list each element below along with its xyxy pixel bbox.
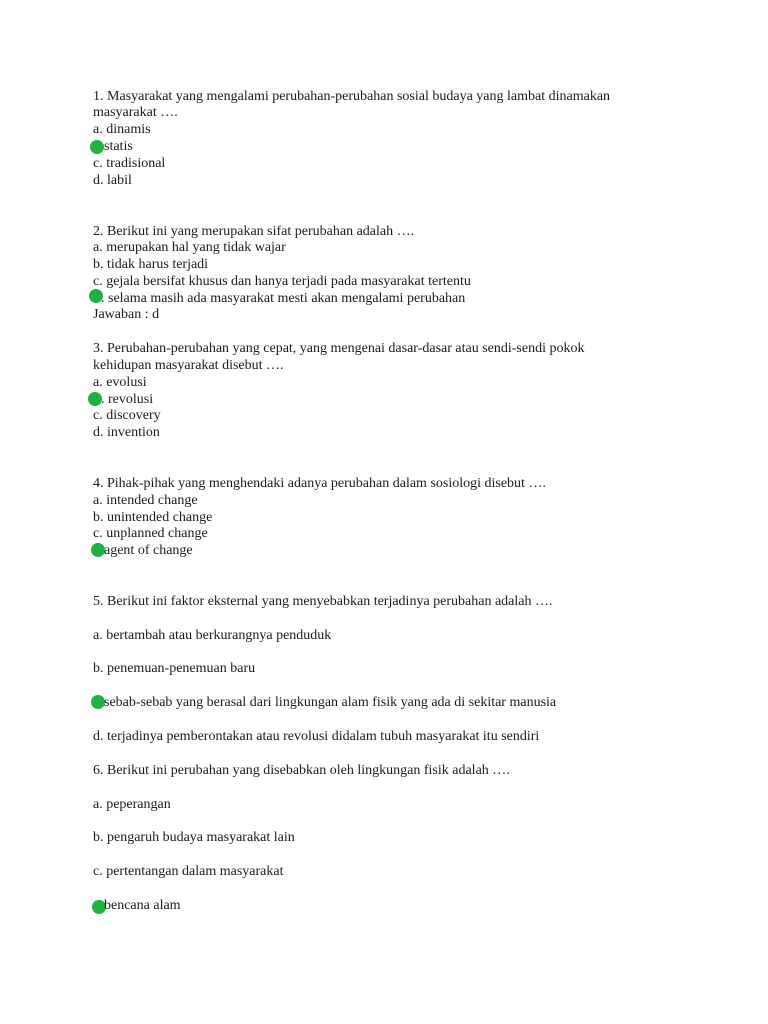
question-3-option-c: c. discovery	[93, 408, 161, 423]
question-5-text: 5. Berikut ini faktor eksternal yang menyebabkan terjadinya perubahan adalah ….	[93, 594, 553, 609]
question-6-option-d: bencana alam	[104, 898, 181, 913]
question-3-text-cont: kehidupan masyarakat disebut ….	[93, 358, 284, 373]
question-6-text: 6. Berikut ini perubahan yang disebabkan oleh lingkungan fisik adalah ….	[93, 763, 510, 778]
question-1-option-d: d. labil	[93, 173, 132, 188]
question-1-option-c: c. tradisional	[93, 156, 166, 171]
question-2-answer: Jawaban : d	[93, 307, 160, 322]
question-5-option-b: b. penemuan-penemuan baru	[93, 661, 256, 676]
question-2-option-d: . selama masih ada masyarakat mesti akan mengalami perubahan	[101, 291, 466, 306]
question-2-option-c: c. gejala bersifat khusus dan hanya terjadi pada masyarakat tertentu	[93, 274, 471, 289]
question-4-option-d: agent of change	[104, 543, 193, 558]
question-1-option-b: statis	[104, 139, 133, 154]
question-4-text: 4. Pihak-pihak yang menghendaki adanya perubahan dalam sosiologi disebut ….	[93, 476, 546, 491]
question-2-text: 2. Berikut ini yang merupakan sifat perubahan adalah ….	[93, 224, 415, 239]
question-3-option-b: . revolusi	[101, 392, 154, 407]
question-6-option-c: c. pertentangan dalam masyarakat	[93, 864, 284, 879]
question-4-option-c: c. unplanned change	[93, 526, 208, 541]
question-5-option-a: a. bertambah atau berkurangnya penduduk	[93, 628, 332, 643]
question-6-option-b: b. pengaruh budaya masyarakat lain	[93, 830, 295, 845]
answer-marker-dot	[91, 695, 105, 709]
question-3-text: 3. Perubahan-perubahan yang cepat, yang mengenai dasar-dasar atau sendi-sendi pokok	[93, 341, 585, 356]
question-2-option-a: a. merupakan hal yang tidak wajar	[93, 240, 286, 255]
question-5-option-c: sebab-sebab yang berasal dari lingkungan alam fisik yang ada di sekitar manusia	[104, 695, 557, 710]
question-4-option-a: a. intended change	[93, 493, 198, 508]
question-5-option-d: d. terjadinya pemberontakan atau revolusi didalam tubuh masyarakat itu sendiri	[93, 729, 540, 744]
question-2-option-b: b. tidak harus terjadi	[93, 257, 209, 272]
answer-marker-dot	[91, 543, 105, 557]
question-1-option-a: a. dinamis	[93, 122, 151, 137]
answer-marker-dot	[90, 140, 104, 154]
question-1-text-cont: masyarakat ….	[93, 105, 178, 120]
answer-marker-dot	[88, 392, 102, 406]
question-6-option-a: a. peperangan	[93, 797, 171, 812]
question-3-option-d: d. invention	[93, 425, 160, 440]
question-4-option-b: b. unintended change	[93, 510, 213, 525]
question-1-text: 1. Masyarakat yang mengalami perubahan-perubahan sosial budaya yang lambat dinamakan	[93, 89, 611, 104]
question-3-option-a: a. evolusi	[93, 375, 147, 390]
